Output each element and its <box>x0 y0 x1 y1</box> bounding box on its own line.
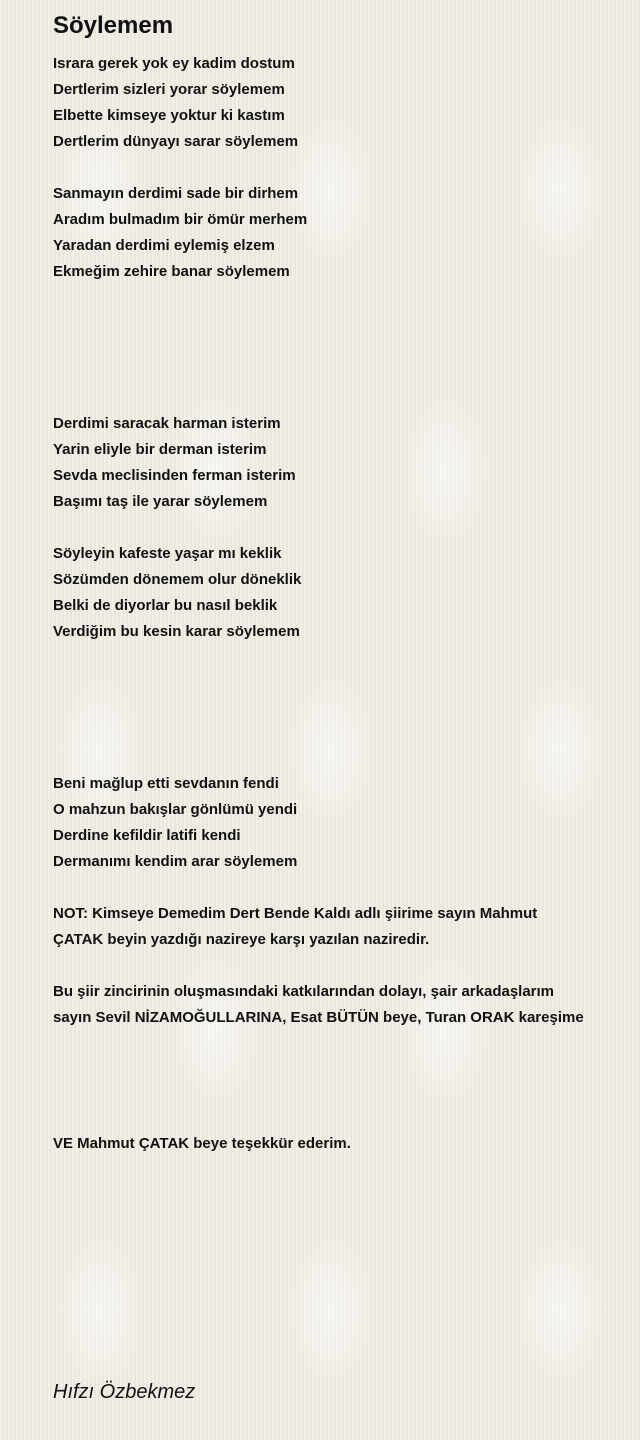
poem-title: Söylemem <box>53 12 174 39</box>
poem-line: Söyleyin kafeste yaşar mı keklik <box>53 545 282 562</box>
poem-line: Aradım bulmadım bir ömür merhem <box>53 211 308 228</box>
poem-line: Derdine kefildir latifi kendi <box>53 827 241 844</box>
poem-line: Yarin eliyle bir derman isterim <box>53 441 267 458</box>
poem-line: Dermanımı kendim arar söylemem <box>53 853 298 870</box>
poem-line: Sözümden dönemem olur döneklik <box>53 571 302 588</box>
poem-line: Ekmeğim zehire banar söylemem <box>53 263 290 280</box>
poem-line: Yaradan derdimi eylemiş elzem <box>53 237 275 254</box>
poem-line: Elbette kimseye yoktur ki kastım <box>53 107 285 124</box>
note-line: VE Mahmut ÇATAK beye teşekkür ederim. <box>53 1135 351 1152</box>
note-line: ÇATAK beyin yazdığı nazireye karşı yazılan naziredir. <box>53 931 430 948</box>
note-line: Bu şiir zincirinin oluşmasındaki katkılarından dolayı, şair arkadaşlarım <box>53 983 555 1000</box>
poem-line: Beni mağlup etti sevdanın fendi <box>53 775 279 792</box>
poem-line: O mahzun bakışlar gönlümü yendi <box>53 801 298 818</box>
poem-line: Verdiğim bu kesin karar söylemem <box>53 623 300 640</box>
poem-line: Belki de diyorlar bu nasıl beklik <box>53 597 278 614</box>
note-line: sayın Sevil NİZAMOĞULLARINA, Esat BÜTÜN beye, Turan ORAK kareşime <box>53 1009 584 1026</box>
poem-line: Sevda meclisinden ferman isterim <box>53 467 296 484</box>
poem-line: Derdimi saracak harman isterim <box>53 415 281 432</box>
poem-line: Dertlerim sizleri yorar söylemem <box>53 81 285 98</box>
poem-author: Hıfzı Özbekmez <box>53 1381 196 1403</box>
poem-line: Sanmayın derdimi sade bir dirhem <box>53 185 299 202</box>
note-line: NOT: Kimseye Demedim Dert Bende Kaldı adlı şiirime sayın Mahmut <box>53 905 538 922</box>
poem-line: Başımı taş ile yarar söylemem <box>53 493 268 510</box>
poem-line: Dertlerim dünyayı sarar söylemem <box>53 133 299 150</box>
poem-line: Israra gerek yok ey kadim dostum <box>53 55 295 72</box>
